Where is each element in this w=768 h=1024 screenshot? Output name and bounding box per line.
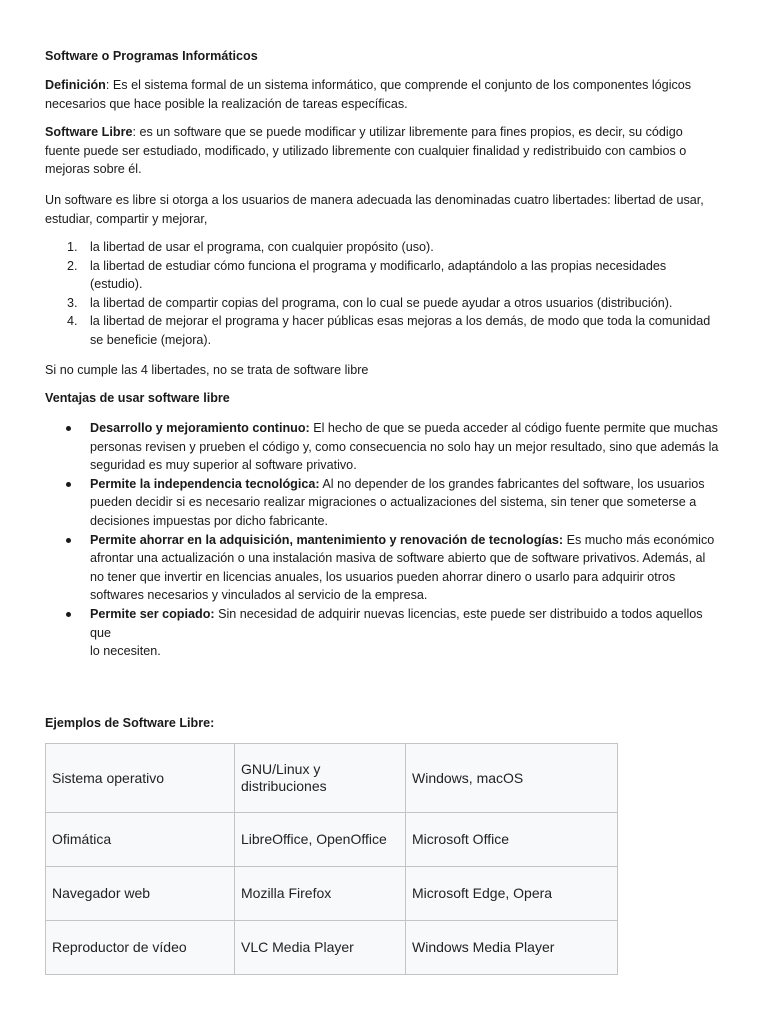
ventaja-label: Permite la independencia tecnológica: [90,476,320,491]
list-item [45,238,725,257]
table-cell-category: Navegador web [46,867,235,921]
ventaja-text: El hecho de que se pueda acceder al código fuente permite que muchas [309,421,718,435]
definition-text-1: : Es el sistema formal de un sistema informático, que comprende el conjunto de los componentes lógicos [105,78,692,92]
ventaja-text: softwares necesarios y vinculados al servicio de la empresa. [90,588,428,603]
table-cell-category: Ofimática [46,813,235,867]
list-item [45,312,725,349]
list-item [45,419,725,475]
software-libre-paragraph [45,123,725,179]
table-cell-privativo: Windows, macOS [406,744,618,813]
list-number: 1. [67,240,78,254]
list-item [45,531,725,605]
table-cell-libre-line: GNU/Linux y [241,761,321,777]
definition-paragraph [45,76,725,113]
table-cell-category: Reproductor de vídeo [46,921,235,975]
ventaja-text: lo necesiten. [90,644,161,659]
software-libre-text-3: mejoras sobre él. [45,162,142,177]
page-title: Software o Programas Informáticos [45,49,258,63]
table-cell-libre: Mozilla Firefox [235,867,406,921]
list-number: 2. [67,258,78,273]
table-cell-libre: LibreOffice, OpenOffice [235,813,406,867]
ventaja-text: pueden decidir si es necesario realizar migraciones o actualizaciones del sistema, sin tener que someterse a [90,495,697,510]
freedoms-intro [45,191,725,228]
list-item [45,294,725,313]
list-number: 3. [67,295,78,310]
list-item-text: se beneficie (mejora). [90,332,212,347]
table-row [46,867,618,921]
bullet-icon [66,482,71,487]
list-item-text: la libertad de mejorar el programa y hacer públicas esas mejoras a los demás, de modo que toda la comunidad [90,314,711,329]
table-cell-privativo: Microsoft Edge, Opera [406,867,618,921]
definition-label: Definición [45,78,106,92]
ejemplos-table [45,743,618,975]
ventajas-heading: Ventajas de usar software libre [45,391,230,405]
table-row [46,744,618,813]
table-cell-privativo: Windows Media Player [406,921,618,975]
freedoms-list [45,238,725,350]
software-libre-text-1: : es un software que se puede modificar y utilizar libremente para fines propios, es decir, su código [132,125,683,139]
ventaja-text: Al no depender de los grandes fabricantes del software, los usuarios [319,476,705,491]
table-cell-category: Sistema operativo [46,744,235,813]
bullet-icon [66,612,71,617]
list-item [45,605,725,661]
no-cumple-text: Si no cumple las 4 libertades, no se trata de software libre [45,363,369,377]
list-item [45,475,725,531]
list-item-text: la libertad de usar el programa, con cualquier propósito (uso). [90,240,434,254]
bullet-icon [66,426,71,431]
ventaja-text: seguridad es muy superior al software privativo. [90,458,357,473]
table-row [46,921,618,975]
ventaja-text: Sin necesidad de adquirir nuevas licencias, este puede ser distribuido a todos aquellos que [90,606,703,640]
ventaja-label: Permite ahorrar en la adquisición, mantenimiento y renovación de tecnologías: [90,532,564,547]
software-libre-label: Software Libre [45,125,133,139]
table-cell-libre [235,744,406,813]
list-item-text: (estudio). [90,277,143,292]
table-cell-libre-line: distribuciones [241,778,327,794]
table-row [46,813,618,867]
ventaja-label: Permite ser copiado: [90,606,215,621]
table-cell-libre: VLC Media Player [235,921,406,975]
list-number: 4. [67,314,78,329]
ejemplos-heading: Ejemplos de Software Libre: [45,716,215,730]
ventaja-label: Desarrollo y mejoramiento continuo: [90,421,310,435]
list-item-text: la libertad de compartir copias del programa, con lo cual se puede ayudar a otros usuarios (distribución). [90,295,673,310]
list-item [45,257,725,294]
ventaja-text: personas revisen y prueben el código y, como consecuencia no solo hay un mejor resultado, sino que además la [90,439,719,454]
ventaja-text: Es mucho más económico [563,532,715,547]
software-libre-text-2: fuente puede ser estudiado, modificado, y utilizado libremente con cualquier finalidad y redistribuido con cambios o [45,143,687,158]
list-item-text: la libertad de estudiar cómo funciona el programa y modificarlo, adaptándolo a las propias necesidades [90,258,667,273]
ventaja-text: no tener que invertir en licencias anuales, los usuarios pueden ahorrar dinero o usarlo para adquirir otros [90,569,676,584]
freedoms-intro-2: estudiar, compartir y mejorar, [45,211,208,226]
definition-text-2: necesarios que hace posible la realización de tareas específicas. [45,96,408,111]
bullet-icon [66,538,71,543]
ventaja-text: afrontar una actualización o una instalación masiva de software abierto que de software privativos. Además, al [90,551,706,566]
table-cell-privativo: Microsoft Office [406,813,618,867]
freedoms-intro-1: Un software es libre si otorga a los usuarios de manera adecuada las denominadas cuatro libertades: libertad de usar, [45,193,704,207]
ventajas-list [45,419,725,661]
ventaja-text: decisiones impuestas por dicho fabricante. [90,513,329,528]
